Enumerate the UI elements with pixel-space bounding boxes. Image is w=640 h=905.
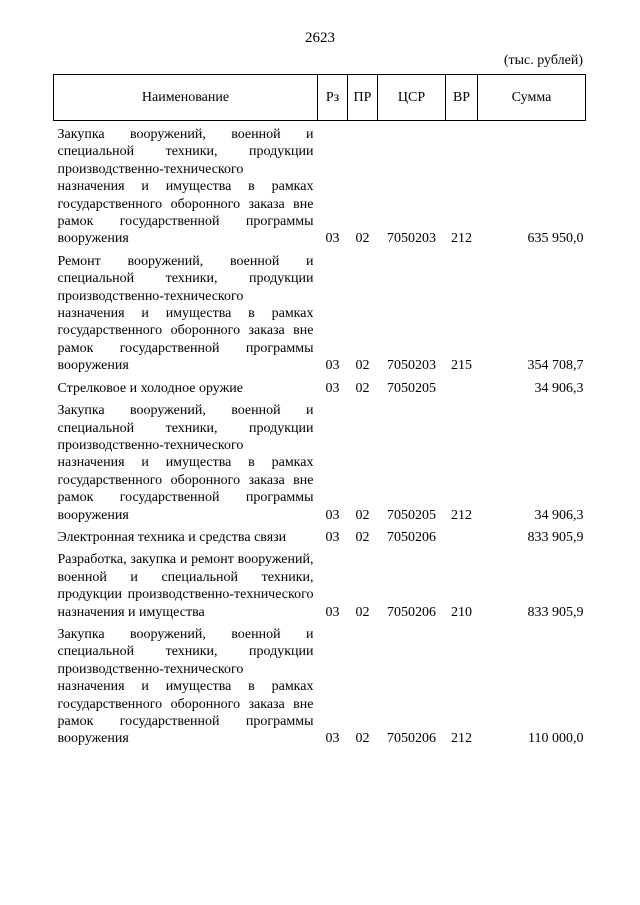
row-pr: 02 — [355, 731, 370, 747]
row-sum: 34 906,3 — [534, 380, 584, 396]
row-vr — [446, 375, 478, 397]
row-vr: 215 — [451, 358, 472, 374]
row-csr: 7050206 — [387, 604, 436, 620]
table-row — [54, 248, 586, 375]
table-row — [54, 397, 586, 524]
row-rz: 03 — [325, 529, 340, 545]
budget-table — [53, 74, 586, 748]
table-header-row — [54, 75, 586, 121]
table-row — [54, 621, 586, 748]
header-sum: Сумма — [478, 75, 586, 121]
row-pr: 02 — [355, 358, 370, 374]
header-vr: ВР — [446, 75, 478, 121]
row-sum: 833 905,9 — [527, 604, 584, 620]
row-sum: 833 905,9 — [527, 529, 584, 545]
row-sum: 635 950,0 — [527, 231, 584, 247]
row-pr: 02 — [355, 380, 370, 396]
table-row — [54, 121, 586, 248]
row-vr: 212 — [451, 731, 472, 747]
row-name: Закупка вооружений, военной и специальной техники, продукции производственно-технического назначения и имущества в рамках государственного оборонного заказа вне рамок государственной программы вооружения — [57, 403, 314, 523]
header-rz: Рз — [318, 75, 348, 121]
row-name: Стрелковое и холодное оружие — [57, 380, 243, 396]
row-name: Ремонт вооружений, военной и специальной техники, продукции производственно-технического назначения и имущества в рамках государственного оборонного заказа вне рамок государственной программы вооружения — [57, 253, 314, 374]
row-rz: 03 — [325, 731, 340, 747]
row-rz: 03 — [325, 507, 340, 523]
table-row — [54, 546, 586, 621]
header-csr: ЦСР — [378, 75, 446, 121]
row-vr: 210 — [451, 604, 472, 620]
row-vr: 212 — [451, 507, 472, 523]
row-name: Закупка вооружений, военной и специальной техники, продукции производственно-технического назначения и имущества в рамках государственного оборонного заказа вне рамок государственной программы вооружения — [57, 626, 314, 747]
row-csr: 7050205 — [387, 380, 436, 396]
row-csr: 7050206 — [387, 731, 436, 747]
row-sum: 110 000,0 — [528, 731, 584, 747]
row-vr: 212 — [451, 231, 472, 247]
row-csr: 7050203 — [387, 358, 436, 374]
row-pr: 02 — [355, 529, 370, 545]
page-number: 2623 — [305, 30, 335, 46]
row-csr: 7050206 — [387, 529, 436, 545]
row-name: Закупка вооружений, военной и специальной техники, продукции производственно-технического назначения и имущества в рамках государственного оборонного заказа вне рамок государственной программы вооружения — [57, 127, 314, 247]
row-name: Разработка, закупка и ремонт вооружений, военной и специальной техники, продукции производственно-технического назначения и имущества — [57, 552, 314, 620]
row-vr — [446, 524, 478, 546]
row-sum: 354 708,7 — [527, 358, 584, 374]
header-name: Наименование — [54, 75, 318, 121]
units-label: (тыс. рублей) — [503, 53, 583, 68]
row-name: Электронная техника и средства связи — [57, 529, 287, 545]
row-csr: 7050203 — [387, 231, 436, 247]
row-sum: 34 906,3 — [534, 507, 584, 523]
row-pr: 02 — [355, 507, 370, 523]
row-rz: 03 — [325, 231, 340, 247]
header-pr: ПР — [348, 75, 378, 121]
row-rz: 03 — [325, 604, 340, 620]
table-row — [54, 375, 586, 397]
row-pr: 02 — [355, 604, 370, 620]
row-csr: 7050205 — [387, 507, 436, 523]
row-pr: 02 — [355, 231, 370, 247]
row-rz: 03 — [325, 380, 340, 396]
row-rz: 03 — [325, 358, 340, 374]
table-row — [54, 524, 586, 546]
